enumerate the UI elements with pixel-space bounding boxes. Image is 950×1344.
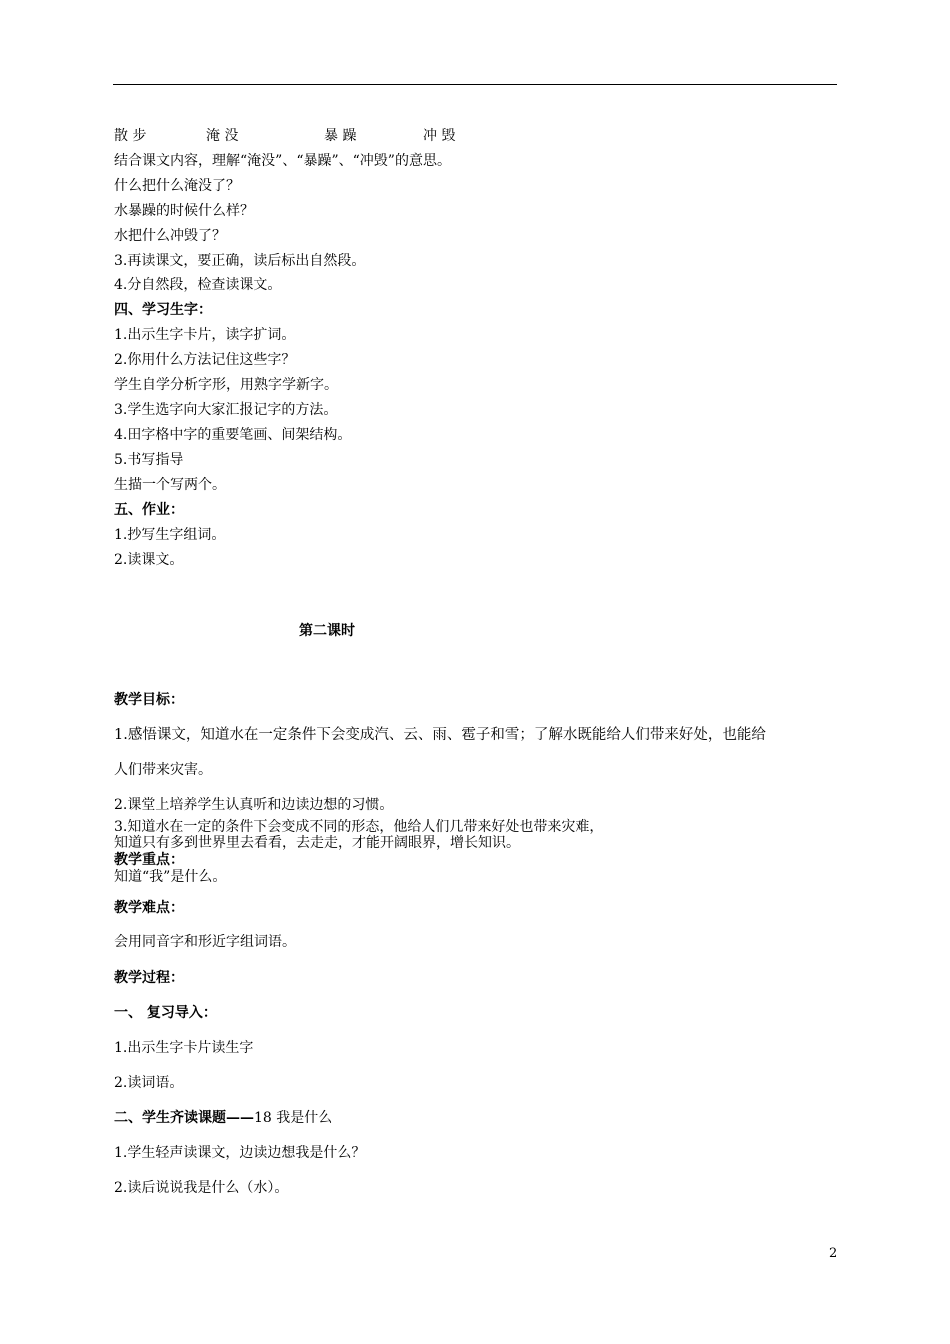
paragraph: 水暴躁的时候什么样？ — [114, 203, 254, 219]
paragraph: 1.出示生字卡片读生字 — [114, 1040, 254, 1056]
paragraph: 1.出示生字卡片，读字扩词。 — [114, 327, 296, 343]
paragraph: 3.知道水在一定的条件下会变成不同的形态，他给人们几带来好处也带来灾难， — [114, 819, 604, 835]
paragraph: 4.分自然段，检查读课文。 — [114, 277, 282, 293]
lesson-title: 第二课时 — [299, 623, 355, 639]
section-heading: 教学重点： — [114, 852, 184, 868]
section-heading-line — [114, 1109, 332, 1127]
lesson-number-title: 18 我是什么 — [254, 1110, 333, 1126]
paragraph: 2.读后说说我是什么（水）。 — [114, 1180, 289, 1196]
vocab-word: 冲 毁 — [423, 128, 456, 144]
paragraph: 结合课文内容，理解“淹没”、“暴躁”、“冲毁”的意思。 — [114, 153, 451, 169]
paragraph: 1.感悟课文，知道水在一定条件下会变成汽、云、雨、雹子和雪；了解水既能给人们带来好处，也能给 — [114, 727, 766, 743]
section-heading: 教学目标： — [114, 692, 184, 708]
paragraph: 2.你用什么方法记住这些字？ — [114, 352, 296, 368]
page-number: 2 — [829, 1246, 838, 1261]
section-heading: 四、学习生字： — [114, 302, 212, 318]
paragraph: 2.读词语。 — [114, 1075, 184, 1091]
paragraph: 人们带来灾害。 — [114, 762, 212, 778]
header-rule — [113, 84, 837, 85]
section-heading: 五、作业： — [114, 502, 184, 518]
paragraph: 知道只有多到世界里去看看，去走走，才能开阔眼界，增长知识。 — [114, 835, 520, 851]
vocab-word: 暴 躁 — [324, 128, 357, 144]
paragraph: 学生自学分析字形，用熟字学新字。 — [114, 377, 338, 393]
paragraph: 水把什么冲毁了？ — [114, 228, 226, 244]
paragraph: 3.再读课文，要正确，读后标出自然段。 — [114, 253, 366, 269]
paragraph: 2.读课文。 — [114, 552, 184, 568]
section-heading: 教学难点： — [114, 900, 184, 916]
section-heading: 一、 复习导入： — [114, 1005, 217, 1021]
paragraph: 5.书写指导 — [114, 452, 184, 468]
paragraph: 4.田字格中字的重要笔画、间架结构。 — [114, 427, 352, 443]
section-heading: 二、学生齐读课题—— — [114, 1110, 254, 1126]
paragraph: 生描一个写两个。 — [114, 477, 226, 493]
paragraph: 什么把什么淹没了？ — [114, 178, 240, 194]
section-heading: 教学过程： — [114, 970, 184, 986]
vocab-row — [114, 127, 455, 145]
paragraph: 1.抄写生字组词。 — [114, 527, 226, 543]
vocab-word: 淹 没 — [206, 128, 239, 144]
paragraph: 1.学生轻声读课文，边读边想我是什么？ — [114, 1145, 366, 1161]
paragraph: 知道“我”是什么。 — [114, 869, 227, 885]
paragraph: 会用同音字和形近字组词语。 — [114, 934, 296, 950]
paragraph: 2.课堂上培养学生认真听和边读边想的习惯。 — [114, 797, 394, 813]
vocab-word: 散 步 — [114, 128, 147, 144]
paragraph: 3.学生选字向大家汇报记字的方法。 — [114, 402, 338, 418]
